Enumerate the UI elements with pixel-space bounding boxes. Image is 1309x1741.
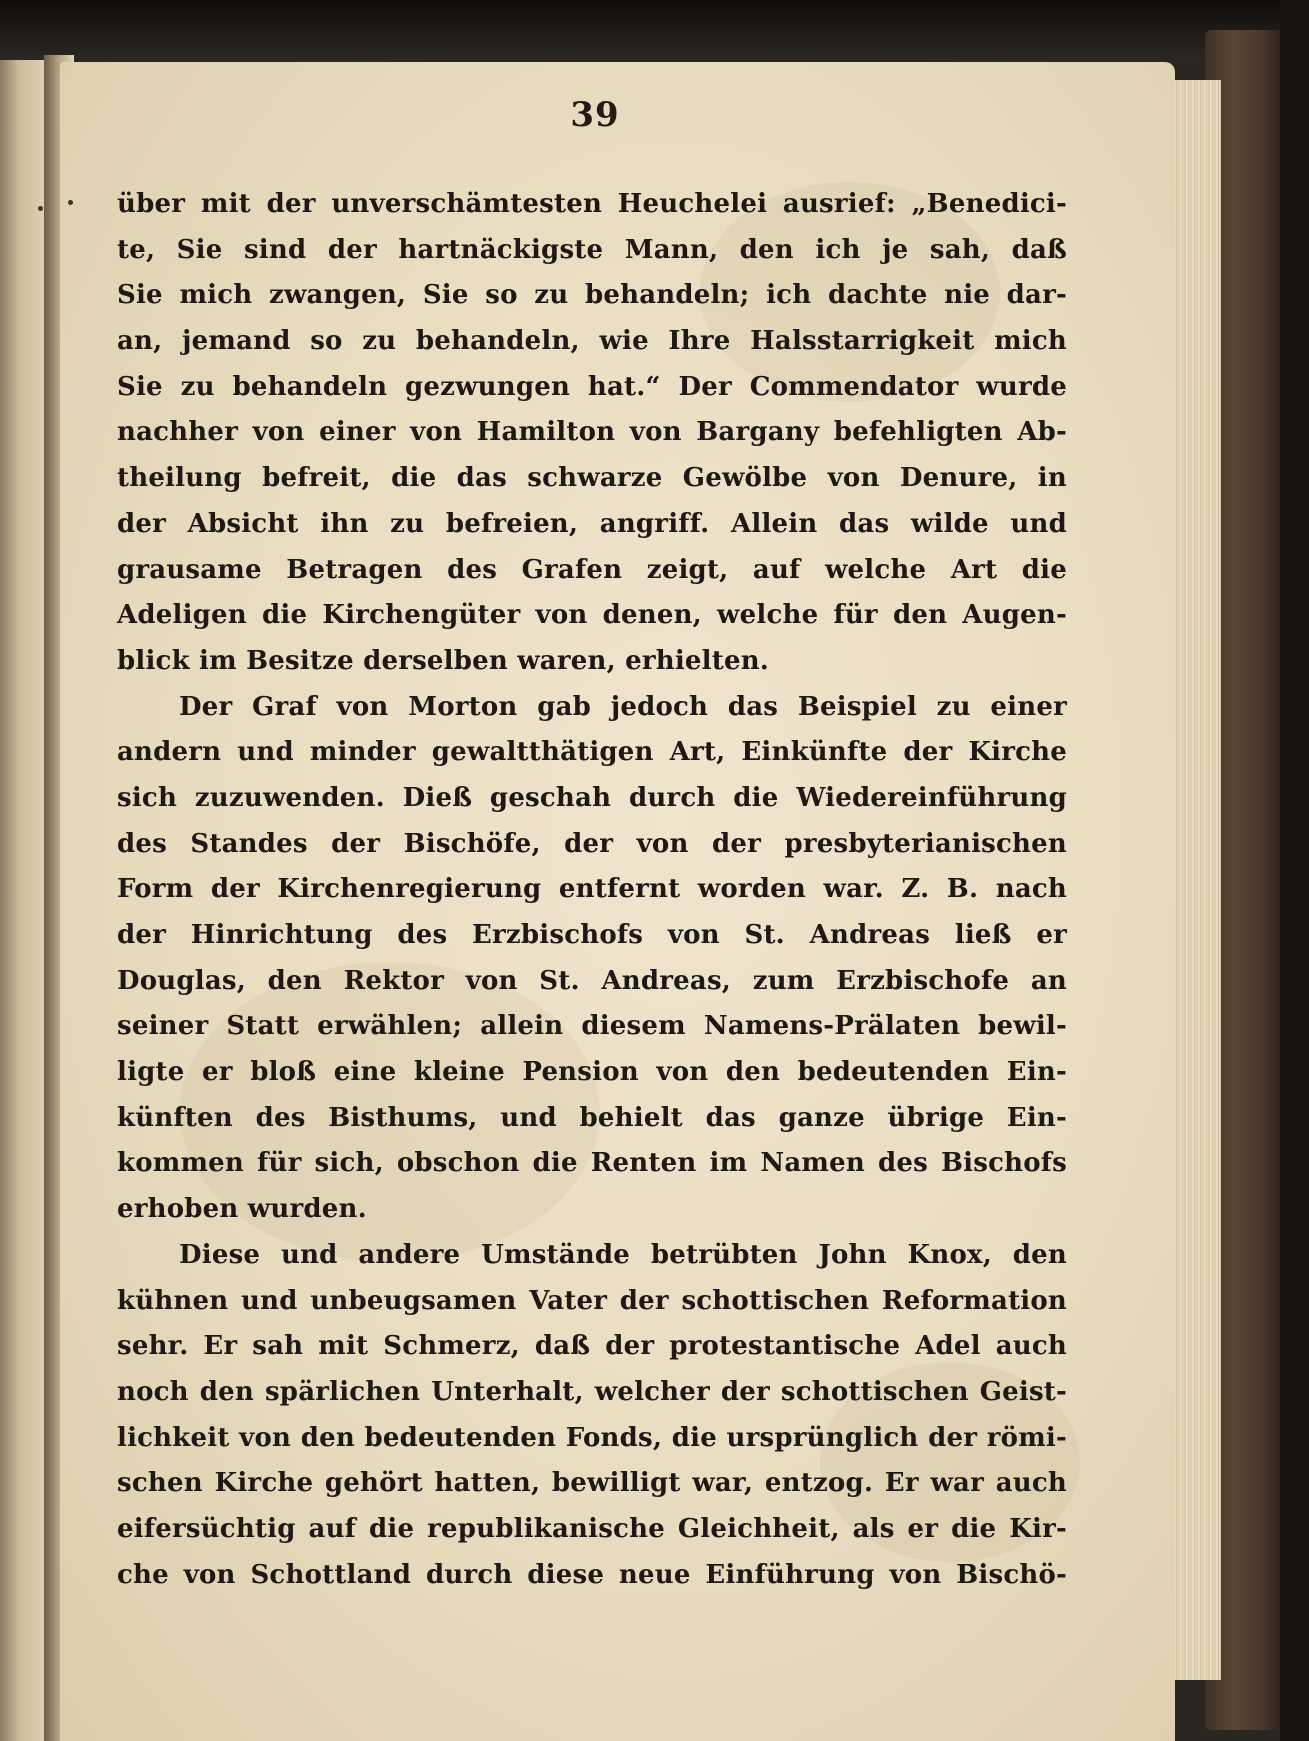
text-line: eifersüchtig auf die republikanische Gleichheit, als er die Kir-: [117, 1513, 1067, 1544]
page-number: 39: [570, 95, 620, 135]
text-line: erhoben wurden.: [117, 1194, 367, 1225]
margin-mark: [38, 206, 43, 211]
text-line: Adeligen die Kirchengüter von denen, welche für den Augen-: [117, 600, 1067, 631]
text-line: lichkeit von den bedeutenden Fonds, die ursprünglich der römi-: [117, 1422, 1067, 1453]
text-line: nachher von einer von Hamilton von Bargany befehligten Ab-: [117, 417, 1067, 448]
text-line: über mit der unverschämtesten Heuchelei ausrief: „Benedici-: [117, 189, 1067, 219]
text-line: seiner Statt erwählen; allein diesem Namens-Prälaten bewil-: [117, 1011, 1067, 1042]
text-line: sehr. Er sah mit Schmerz, daß der protestantische Adel auch: [117, 1331, 1067, 1362]
text-line: schen Kirche gehört hatten, bewilligt war, entzog. Er war auch: [117, 1468, 1067, 1499]
text-line: sich zuzuwenden. Dieß geschah durch die Wiedereinführung: [117, 782, 1067, 813]
text-line: Der Graf von Morton gab jedoch das Beispiel zu einer: [179, 691, 1067, 722]
text-line: kühnen und unbeugsamen Vater der schottischen Reformation: [117, 1285, 1067, 1316]
background-right: [1280, 0, 1309, 1741]
text-line: theilung befreit, die das schwarze Gewölbe von Denure, in: [117, 463, 1067, 494]
text-line: noch den spärlichen Unterhalt, welcher der schottischen Geist-: [117, 1376, 1067, 1407]
text-line: der Hinrichtung des Erzbischofs von St. Andreas ließ er: [117, 920, 1067, 950]
text-line: ligte er bloß eine kleine Pension von den bedeutenden Ein-: [117, 1057, 1067, 1088]
text-line: blick im Besitze derselben waren, erhielten.: [117, 645, 770, 676]
text-line: andern und minder gewaltthätigen Art, Einkünfte der Kirche: [117, 737, 1067, 768]
margin-mark: [68, 200, 73, 205]
text-line: des Standes der Bischöfe, der von der presbyterianischen: [117, 828, 1067, 859]
text-line: te, Sie sind der hartnäckigste Mann, den ich je sah, daß: [117, 234, 1067, 265]
text-line: kommen für sich, obschon die Renten im Namen des Bischofs: [117, 1148, 1067, 1179]
left-page-edge: [0, 60, 48, 1741]
body-text: [117, 182, 1067, 1598]
text-line: che von Schottland durch diese neue Einführung von Bischö-: [117, 1559, 1067, 1590]
background-shadow: [0, 0, 1309, 60]
text-line: Diese und andere Umstände betrübten John Knox, den: [179, 1239, 1067, 1270]
text-line: Sie mich zwangen, Sie so zu behandeln; ich dachte nie dar-: [117, 280, 1067, 311]
text-line: künften des Bisthums, und behielt das ganze übrige Ein-: [117, 1102, 1067, 1133]
text-line: Sie zu behandeln gezwungen hat.“ Der Commendator wurde: [117, 371, 1067, 402]
text-line: grausame Betragen des Grafen zeigt, auf welche Art die: [117, 554, 1067, 585]
text-line: Form der Kirchenregierung entfernt worden war. Z. B. nach: [117, 874, 1067, 905]
page-edges: [1170, 80, 1221, 1680]
text-line: der Absicht ihn zu befreien, angriff. Allein das wilde und: [117, 508, 1067, 539]
text-line: an, jemand so zu behandeln, wie Ihre Halsstarrigkeit mich: [117, 326, 1067, 357]
text-line: Douglas, den Rektor von St. Andreas, zum Erzbischofe an: [117, 965, 1067, 996]
